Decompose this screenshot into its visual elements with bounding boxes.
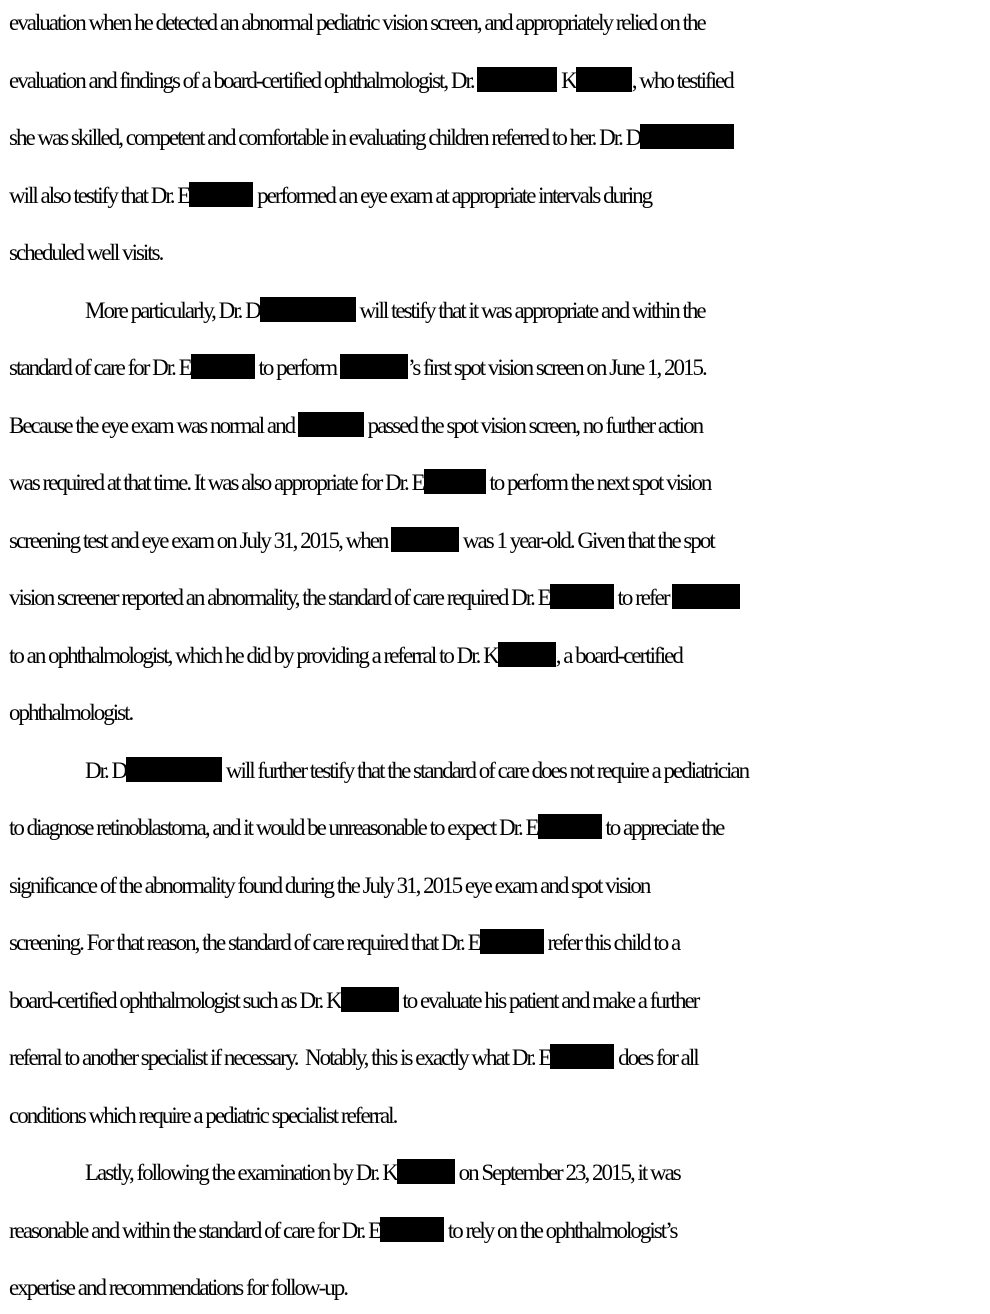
text-line: [9, 411, 988, 441]
text-segment: evaluation when he detected an abnormal pediatric vision screen, and appropriately relied on the: [9, 10, 705, 35]
text-line: [9, 986, 988, 1016]
text-segment: to perform: [254, 355, 340, 380]
redaction-block: [498, 642, 556, 667]
text-segment: board-certified ophthalmologist such as Dr. K: [9, 988, 341, 1013]
text-segment: to evaluate his patient and make a further: [398, 988, 699, 1013]
text-segment: expertise and recommendations for follow-up.: [9, 1275, 348, 1300]
text-line: [9, 928, 988, 958]
redaction-block: [424, 469, 486, 494]
text-line: [9, 1216, 988, 1246]
text-segment: on September 23, 2015, it was: [454, 1160, 680, 1185]
text-line: [9, 526, 988, 556]
redaction-block: [298, 412, 364, 437]
text-segment: , a board-certified: [555, 643, 682, 668]
text-segment: vision screener reported an abnormality, the standard of care required Dr. E: [9, 585, 550, 610]
text-segment: Because the eye exam was normal and: [9, 413, 298, 438]
text-line: [9, 238, 988, 268]
text-line: [9, 468, 988, 498]
text-line: [9, 8, 988, 38]
text-segment: , who testified: [631, 68, 733, 93]
text-segment: standard of care for Dr. E: [9, 355, 191, 380]
redaction-block: [576, 67, 632, 92]
text-segment: scheduled well visits.: [9, 240, 163, 265]
text-line: [9, 871, 988, 901]
text-segment: screening test and eye exam on July 31, 2015, when: [9, 528, 392, 553]
redaction-block: [550, 1044, 614, 1069]
text-line: [9, 123, 988, 153]
text-line: [9, 813, 988, 843]
text-segment: will further testify that the standard of care does not require a pediatrician: [222, 758, 749, 783]
text-segment: reasonable and within the standard of care for Dr. E: [9, 1218, 381, 1243]
text-segment: Lastly, following the examination by Dr. K: [85, 1160, 397, 1185]
text-line: [85, 296, 988, 326]
redaction-block: [260, 297, 356, 322]
text-segment: More particularly, Dr. D: [85, 298, 260, 323]
text-line: [9, 1043, 988, 1073]
text-segment: was required at that time. It was also appropriate for Dr. E: [9, 470, 424, 495]
text-segment: to perform the next spot vision: [485, 470, 711, 495]
redaction-block: [550, 584, 614, 609]
text-segment: performed an eye exam at appropriate intervals during: [253, 183, 652, 208]
text-segment: to appreciate the: [601, 815, 724, 840]
text-segment: will also testify that Dr. E: [9, 183, 190, 208]
text-line: [85, 1158, 988, 1188]
redaction-block: [480, 929, 544, 954]
redaction-block: [340, 354, 408, 379]
text-segment: ’s first spot vision screen on June 1, 2015.: [407, 355, 706, 380]
text-segment: refer this child to a: [543, 930, 680, 955]
text-line: [9, 66, 988, 96]
text-line: [9, 1273, 988, 1303]
text-line: [9, 353, 988, 383]
text-segment: to an ophthalmologist, which he did by providing a referral to Dr. K: [9, 643, 498, 668]
redaction-block: [477, 67, 557, 92]
redaction-block: [538, 814, 602, 839]
text-segment: K: [557, 68, 576, 93]
redaction-block: [341, 987, 399, 1012]
text-segment: she was skilled, competent and comfortable in evaluating children referred to her. Dr. D: [9, 125, 641, 150]
text-segment: screening. For that reason, the standard of care required that Dr. E: [9, 930, 480, 955]
text-line: [9, 583, 988, 613]
text-line: [9, 181, 988, 211]
redaction-block: [640, 124, 734, 149]
text-segment: to diagnose retinoblastoma, and it would be unreasonable to expect Dr. E: [9, 815, 538, 840]
redaction-block: [126, 757, 222, 782]
text-segment: Dr. D: [85, 758, 127, 783]
text-segment: will testify that it was appropriate and within the: [355, 298, 705, 323]
text-segment: ophthalmologist.: [9, 700, 133, 725]
text-segment: conditions which require a pediatric specialist referral.: [9, 1103, 397, 1128]
text-segment: referral to another specialist if necessary. Notably, this is exactly what Dr. E: [9, 1045, 551, 1070]
text-segment: evaluation and findings of a board-certified ophthalmologist, Dr.: [9, 68, 478, 93]
text-segment: does for all: [614, 1045, 698, 1070]
text-segment: to refer: [613, 585, 673, 610]
redaction-block: [380, 1217, 444, 1242]
text-line: [9, 641, 988, 671]
redaction-block: [191, 354, 255, 379]
text-line: [9, 698, 988, 728]
text-segment: significance of the abnormality found during the July 31, 2015 eye exam and spot vision: [9, 873, 650, 898]
text-line: [85, 756, 988, 786]
redaction-block: [672, 584, 740, 609]
text-segment: was 1 year-old. Given that the spot: [459, 528, 714, 553]
text-segment: to rely on the ophthalmologist’s: [444, 1218, 677, 1243]
text-line: [9, 1101, 988, 1131]
redaction-block: [391, 527, 459, 552]
text-segment: passed the spot vision screen, no further action: [363, 413, 703, 438]
redaction-block: [189, 182, 253, 207]
redaction-block: [397, 1159, 455, 1184]
